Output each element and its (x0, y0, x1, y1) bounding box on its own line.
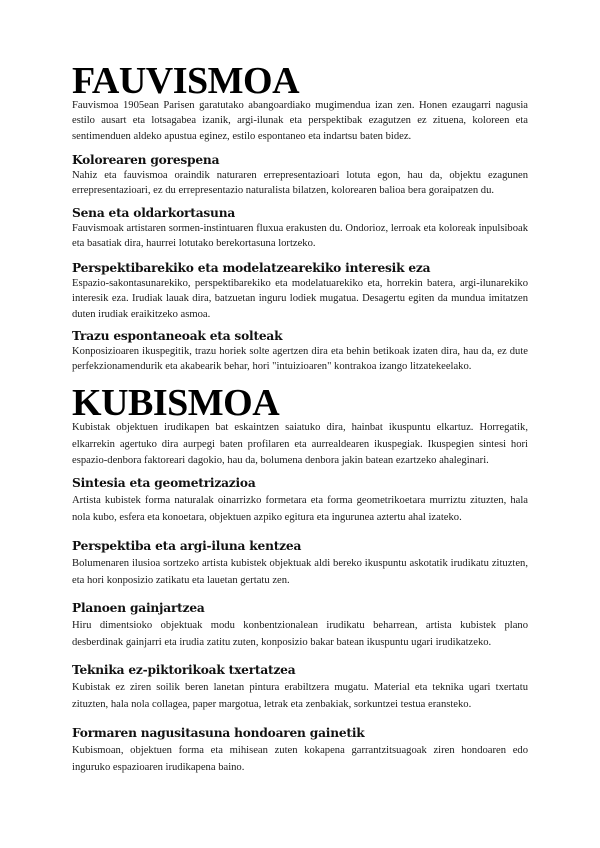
subsection-heading: Planoen gainjartzea (72, 601, 205, 615)
subsection (72, 663, 528, 713)
subsection-text: Espazio-sakontasunarekiko, perspektibarekiko eta modelatuarekiko eta, horrekin batera, argi-ilunarekiko interesik eza. Irudiak lauak dira, batzuetan inguru lodiek mugatua. Desagertu egiten da mundua imitatzen duten irudiak eraikitzeko asmoa. (72, 278, 528, 320)
subsection (72, 601, 528, 651)
subsection-text: Kubistak ez ziren soilik beren lanetan pintura erabiltzera mugatu. Material eta teknika ugari txertatu zituzten, hala nola collagea, paper margotua, letrak eta zenbakiak, sorkuntzei testua eransteko. (72, 682, 528, 710)
subsection-heading: Perspektiba eta argi-iluna kentzea (72, 539, 302, 553)
subsection-text: Kubismoan, objektuen forma eta mihisean zuten kokapena garrantzitsuagoak ziren hondoaren edo inguruko espazioaren irudikapena baino. (72, 745, 528, 773)
subsection-heading: Sena eta oldarkortasuna (72, 206, 236, 220)
subsection-heading: Teknika ez-piktorikoak txertatzea (72, 663, 296, 677)
subsection-text: Hiru dimentsioko objektuak modu konbentzionalean irudikatu beharrean, artista kubistek plano desberdinak gainjarri eta irudia zatitu zuten, konposizio bakar batean ikuspuntu ugari irudikatzeko. (72, 620, 528, 648)
subsection-heading: Formaren nagusitasuna hondoaren gainetik (72, 726, 365, 740)
subsection-heading: Trazu espontaneoak eta solteak (72, 329, 283, 343)
subsection-heading: Perspektibarekiko eta modelatzearekiko interesik eza (72, 261, 431, 275)
subsection (72, 476, 528, 526)
section-title: FAUVISMOA (72, 60, 300, 102)
subsection-text: Artista kubistek forma naturalak oinarrizko formetara eta forma geometrikoetara murriztu zituzten, hala nola kubo, esfera eta konoetara, objektuen azpiko egitura eta ingurunea aztertu ahal izateko. (72, 495, 528, 523)
subsection (72, 153, 528, 199)
subsection-text: Nahiz eta fauvismoa oraindik naturaren errepresentazioari lotuta egon, hau da, objektu ezagunen errepresentazioari, ez du errepresentazio naturalista bilatzen, kolorearen balioa bera goraipatzen du. (72, 170, 528, 197)
subsection-heading: Kolorearen gorespena (72, 153, 220, 167)
subsection (72, 329, 528, 375)
subsection (72, 261, 528, 322)
section-title: KUBISMOA (72, 382, 280, 424)
subsection (72, 206, 528, 252)
section-intro: Fauvismoa 1905ean Parisen garatutako abangoardiako mugimendua izan zen. Honen ezaugarri nagusia estilo ausart eta lotsagabea izanik, argi-ilunak eta perspektibak ezagutzen ez zituena, koloreen eta sentimenduen aldeko apustua eginez, estilo espontaneo eta indartsu baten bidez. (72, 100, 528, 142)
subsection (72, 726, 528, 776)
section-header (72, 60, 528, 144)
subsection-text: Fauvismoak artistaren sormen-instintuaren fluxua erakusten du. Ondorioz, lerroak eta koloreak inpulsiboak eta basatiak dira, haurrei lotutako berekortasuna lortzeko. (72, 223, 528, 250)
subsection (72, 539, 528, 589)
subsection-heading: Sintesia eta geometrizazioa (72, 476, 256, 490)
subsection-text: Konposizioaren ikuspegitik, trazu horiek solte agertzen dira eta behin betikoak izaten dira, hau da, ez dute perfekzionamendurik eta akabearik behar, hori "intuizioaren" kontrakoa izango litzatekeelako. (72, 346, 528, 373)
subsection-text: Bolumenaren ilusioa sortzeko artista kubistek objektuak aldi bereko ikuspuntu askotatik irudikatu zituzten, eta hori konposizio zatikatu eta lauetan gertatu zen. (72, 558, 528, 586)
section-header (72, 382, 528, 470)
section-intro: Kubistak objektuen irudikapen bat eskaintzen saiatuko dira, hainbat ikuspuntu elkartuz. Horregatik, elkarrekin agertuko dira aurpegi baten profilaren eta aurrealdearen ikuspegiak. Ikuspegien sintesi hori espazio-denbora faktoreari dagokio, hau da, bolumena denbora jakin batean ezartzeko ahaleginari. (72, 422, 528, 467)
